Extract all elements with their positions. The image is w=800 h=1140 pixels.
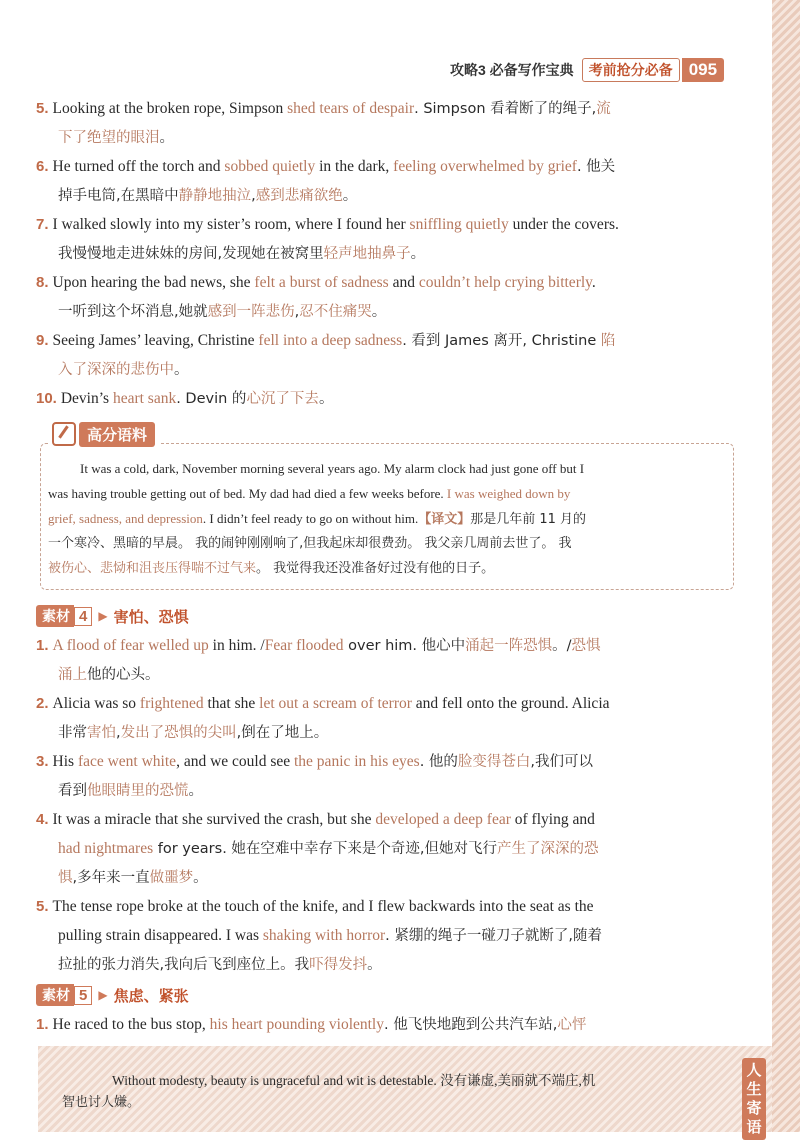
gaofen-line: 被伤心、悲恸和沮丧压得喘不过气来。 我觉得我还没准备好过没有他的日子。 [48,561,495,576]
section-heading-5: 素材 5 ▶ 焦虑、紧张 [36,983,189,1007]
list-item: 1. He raced to the bus stop, his heart pounding violently. 他飞快地跑到公共汽车站,心怦 [36,1016,587,1033]
header-badge: 考前抢分必备 [582,58,680,82]
list-item-cont: 下了绝望的眼泪。 [58,130,174,146]
list-item-cont: 看到他眼睛里的恐慌。 [58,783,203,799]
gaofen-line: It was a cold, dark, November morning several years ago. My alarm clock had just gone off but I [80,461,585,476]
header-section-title: 攻略3 必备写作宝典 [450,62,574,78]
gaofen-line: 一个寒冷、黑暗的早晨。 我的闹钟刚刚响了,但我起床却很费劲。 我父亲几周前去世了。 我 [48,536,572,551]
list-item: 4. It was a miracle that she survived the crash, but she developed a deep fear of flying and [36,811,595,828]
list-item: 10. Devin’s heart sank. Devin 的心沉了下去。 [36,390,334,407]
list-item: 8. Upon hearing the bad news, she felt a burst of sadness and couldn’t help crying bitterly. [36,274,596,291]
pencil-note-icon [52,422,76,446]
list-item: 6. He turned off the torch and sobbed quietly in the dark, feeling overwhelmed by grief. 他关 [36,158,616,175]
list-item-cont: 非常害怕,发出了恐惧的尖叫,倒在了地上。 [58,725,329,741]
gaofen-title: 高分语料 [48,421,159,447]
triangle-arrow-icon: ▶ [98,987,108,1002]
footer-quote: Without modesty, beauty is ungraceful and wit is detestable. 没有谦虚,美丽就不端庄,机 智也讨人嫌。 [62,1073,596,1110]
gaofen-line: was having trouble getting out of bed. My dad had died a few weeks before. I was weighed down by [48,486,571,501]
list-item-cont: 一听到这个坏消息,她就感到一阵悲伤,忍不住痛哭。 [58,304,387,320]
list-item: 9. Seeing James’ leaving, Christine fell into a deep sadness. 看到 James 离开, Christine 陷 [36,332,616,349]
list-item: 1. A flood of fear welled up in him. /Fear flooded over him. 他心中涌起一阵恐惧。/恐惧 [36,637,601,654]
triangle-arrow-icon: ▶ [98,608,108,623]
list-item: 7. I walked slowly into my sister’s room, where I found her sniffling quietly under the covers. [36,216,619,233]
list-item: 5. Looking at the broken rope, Simpson shed tears of despair. Simpson 看着断了的绳子,流 [36,100,611,117]
page-header [450,56,724,84]
list-item-cont: 入了深深的悲伤中。 [58,362,189,378]
right-stripe-decoration [772,0,800,1132]
list-item-cont: 拉扯的张力消失,我向后飞到座位上。我吓得发抖。 [58,957,382,973]
list-item: 5. The tense rope broke at the touch of the knife, and I flew backwards into the seat as the [36,898,594,915]
list-item-cont: had nightmares for years. 她在空难中幸存下来是个奇迹,但她对飞行产生了深深的恐 [58,840,599,857]
list-item: 3. His face went white, and we could see the panic in his eyes. 他的脸变得苍白,我们可以 [36,753,594,770]
list-item-cont: 惧,多年来一直做噩梦。 [58,870,208,886]
gaofen-line: grief, sadness, and depression. I didn’t feel ready to go on without him.【译文】那是几年前 11 月的 [48,511,587,527]
footer-seal: 人生寄语 [742,1058,766,1140]
list-item: 2. Alicia was so frightened that she let out a scream of terror and fell onto the ground. Alicia [36,695,610,712]
list-item-cont: 涌上他的心头。 [58,667,160,683]
section-heading-4: 素材 4 ▶ 害怕、恐惧 [36,604,189,628]
list-item-cont: 我慢慢地走进妹妹的房间,发现她在被窝里轻声地抽鼻子。 [58,246,426,262]
page-number: 095 [682,58,724,82]
list-item-cont: 掉手电筒,在黑暗中静静地抽泣,感到悲痛欲绝。 [58,188,358,204]
list-item-cont: pulling strain disappeared. I was shaking with horror. 紧绷的绳子一碰刀子就断了,随着 [58,927,602,944]
